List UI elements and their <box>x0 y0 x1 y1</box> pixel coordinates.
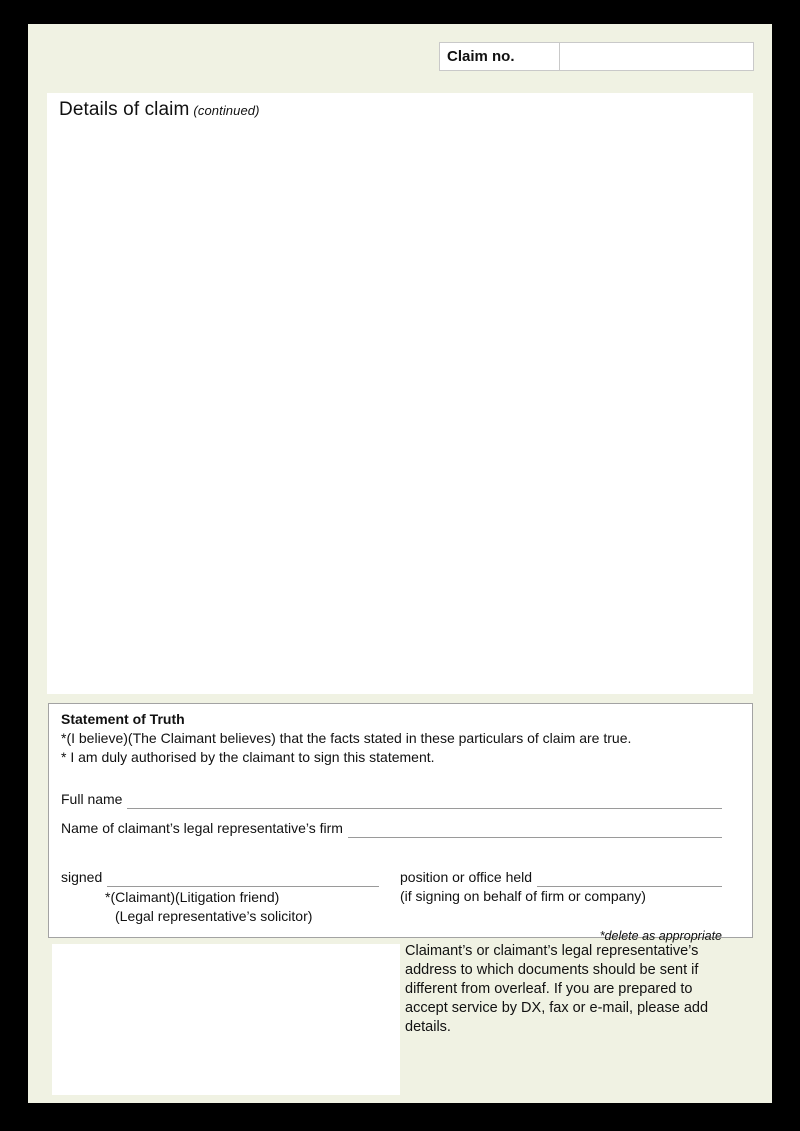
statement-of-truth-heading: Statement of Truth <box>61 711 185 727</box>
position-label: position or office held <box>400 869 533 885</box>
service-note-line: details. <box>405 1019 451 1035</box>
signed-option-claimant: *(Claimant)(Litigation friend) <box>105 889 280 905</box>
signature-columns <box>61 868 722 926</box>
full-name-input-line[interactable] <box>127 791 722 809</box>
claim-number-row <box>439 42 754 71</box>
signed-input-line[interactable] <box>107 869 379 887</box>
position-column <box>400 868 722 926</box>
details-continued-text: (continued) <box>193 103 260 118</box>
claim-number-label: Claim no. <box>439 42 560 71</box>
position-hint: (if signing on behalf of firm or company) <box>400 888 646 904</box>
statement-declaration-line2: * I am duly authorised by the claimant to sign this statement. <box>61 749 435 765</box>
signed-option-solicitor: (Legal representative’s solicitor) <box>115 908 313 924</box>
firm-name-label: Name of claimant’s legal representative’s firm <box>61 820 343 836</box>
service-address-note <box>405 942 745 1037</box>
claim-number-input[interactable] <box>560 42 754 71</box>
firm-name-row <box>61 819 722 838</box>
service-note-line: Claimant’s or claimant’s legal representative’s <box>405 943 699 959</box>
delete-as-appropriate-note: *delete as appropriate <box>599 929 722 943</box>
position-input-line[interactable] <box>537 869 722 887</box>
firm-name-input-line[interactable] <box>348 820 722 838</box>
details-of-claim-area[interactable] <box>47 93 753 694</box>
full-name-label: Full name <box>61 791 123 807</box>
service-address-input-box[interactable] <box>52 944 400 1095</box>
signed-column <box>61 868 379 926</box>
signed-label: signed <box>61 869 103 885</box>
statement-of-truth-section <box>48 703 753 943</box>
service-note-line: different from overleaf. If you are prepared to <box>405 981 693 997</box>
service-note-line: address to which documents should be sent if <box>405 962 699 978</box>
details-of-claim-title <box>59 99 741 121</box>
claim-form-page <box>28 24 772 1103</box>
position-row <box>400 868 722 887</box>
statement-declaration-line1: *(I believe)(The Claimant believes) that the facts stated in these particulars of claim are true. <box>61 730 632 746</box>
service-note-line: accept service by DX, fax or e-mail, please add <box>405 1000 709 1016</box>
signed-row <box>61 868 379 887</box>
details-title-text: Details of claim <box>59 99 190 120</box>
full-name-row <box>61 790 722 809</box>
